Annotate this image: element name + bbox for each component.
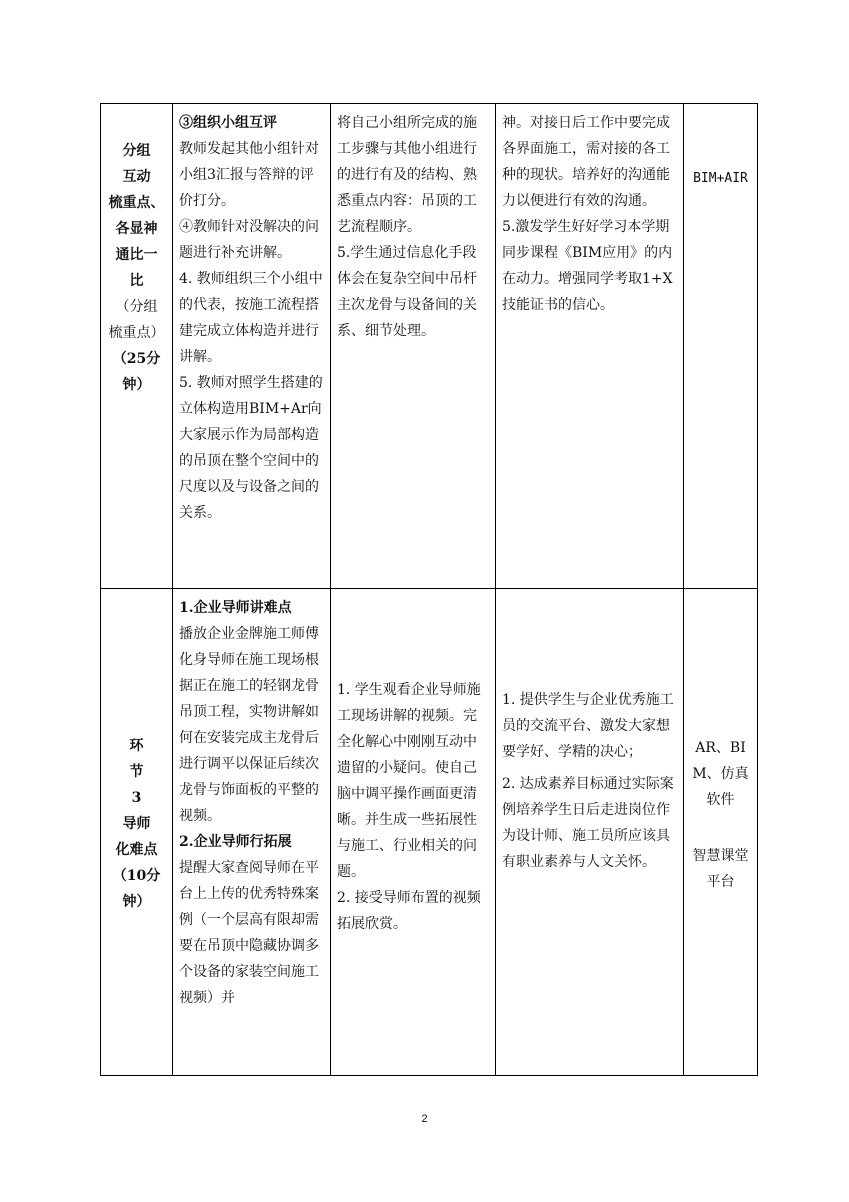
intent-paragraph: 5.激发学生好好学习本学期同步课程《BIM应用》的内在动力。增强同学考取1+X技能证书的信心。 — [502, 219, 673, 313]
resources-cell — [684, 589, 758, 1076]
teacher-heading: 2.企业导师行拓展 — [179, 834, 292, 850]
table-row — [101, 104, 758, 589]
stage-line: 环 — [129, 738, 144, 754]
teacher-activity-cell — [173, 104, 331, 589]
teacher-paragraph: 5. 教师对照学生搭建的立体构造用BIM+Ar向大家展示作为局部构造的吊顶在整个空间中的尺度以及与设备之间的关系。 — [179, 375, 323, 521]
intent-paragraph: 神。对接日后工作中要完成各界面施工，需对接的各工种的现状。培养好的沟通能力以便进行有效的沟通。 — [502, 115, 670, 209]
teacher-heading: 1.企业导师讲难点 — [179, 600, 292, 616]
stage-line: 化难点 — [115, 842, 158, 858]
teacher-paragraph: 播放企业金牌施工师傅化身导师在施工现场根据正在施工的轻钢龙骨吊顶工程，实物讲解如何在安装完成主龙骨后进行调平以保证后续次龙骨与饰面板的平整的视频。 — [179, 626, 319, 824]
table-row — [101, 589, 758, 1076]
stage-line: 通比一 — [115, 247, 158, 263]
student-activity-cell — [331, 104, 496, 589]
stage-line: （25分 — [112, 351, 161, 367]
teacher-heading: ③组织小组互评 — [179, 115, 277, 131]
teacher-paragraph: 4. 教师组织三个小组中的代表，按施工流程搭建完成立体构造并进行讲解。 — [179, 271, 323, 365]
teacher-paragraph: ④教师针对没解决的问题进行补充讲解。 — [179, 219, 319, 261]
stage-line: （10分 — [112, 868, 161, 884]
resources-cell — [684, 104, 758, 589]
stage-line: 比 — [129, 273, 144, 289]
design-intent-cell — [496, 104, 684, 589]
resource-item: BIM+AIR — [693, 171, 748, 186]
stage-line: 互动 — [122, 169, 151, 185]
intent-paragraph: 2. 达成素养目标通过实际案例培养学生日后走进岗位作为设计师、施工员所应该具有职业素养与人文关怀。 — [502, 776, 674, 870]
student-paragraph: 将自己小组所完成的施工步骤与其他小组进行的进行有及的结构、熟悉重点内容：吊顶的工艺流程顺序。 — [337, 115, 477, 235]
stage-line: 梳重点） — [108, 325, 165, 341]
design-intent-cell — [496, 589, 684, 1076]
stage-line: 节 — [129, 764, 144, 780]
stage-line: 钟） — [122, 377, 151, 393]
stage-cell — [101, 104, 173, 589]
page-number: 2 — [421, 1113, 428, 1125]
stage-line: 梳重点、 — [108, 195, 165, 211]
lesson-plan-table — [100, 103, 758, 1076]
teacher-paragraph: 提醒大家查阅导师在平台上上传的优秀特殊案例（一个层高有限却需要在吊顶中隐藏协调多个设备的家装空间施工视频）并 — [179, 860, 319, 1006]
stage-line: 分组 — [122, 143, 151, 159]
stage-cell — [101, 589, 173, 1076]
stage-line: 钟） — [122, 894, 151, 910]
student-paragraph: 1. 学生观看企业导师施工现场讲解的视频。完全化解心中刚刚互动中遗留的小疑问。使自己脑中调平操作画面更清晰。并生成一些拓展性与施工、行业相关的问题。 — [337, 682, 481, 880]
teacher-paragraph: 教师发起其他小组针对小组3汇报与答辩的评价打分。 — [179, 141, 319, 209]
intent-paragraph: 1. 提供学生与企业优秀施工员的交流平台、激发大家想要学好、学精的决心； — [502, 692, 674, 760]
student-paragraph: 5.学生通过信息化手段体会在复杂空间中吊杆主次龙骨与设备间的关系、细节处理。 — [337, 245, 477, 339]
stage-line: （分组 — [115, 299, 158, 315]
resource-item: 智慧课堂平台 — [692, 848, 749, 890]
stage-line: 3 — [131, 790, 142, 806]
teacher-activity-cell — [173, 589, 331, 1076]
student-paragraph: 2. 接受导师布置的视频拓展欣赏。 — [337, 890, 481, 932]
stage-line: 各显神 — [115, 221, 158, 237]
student-activity-cell — [331, 589, 496, 1076]
resource-item: AR、BIM、仿真软件 — [692, 740, 749, 808]
stage-line: 导师 — [122, 816, 151, 832]
